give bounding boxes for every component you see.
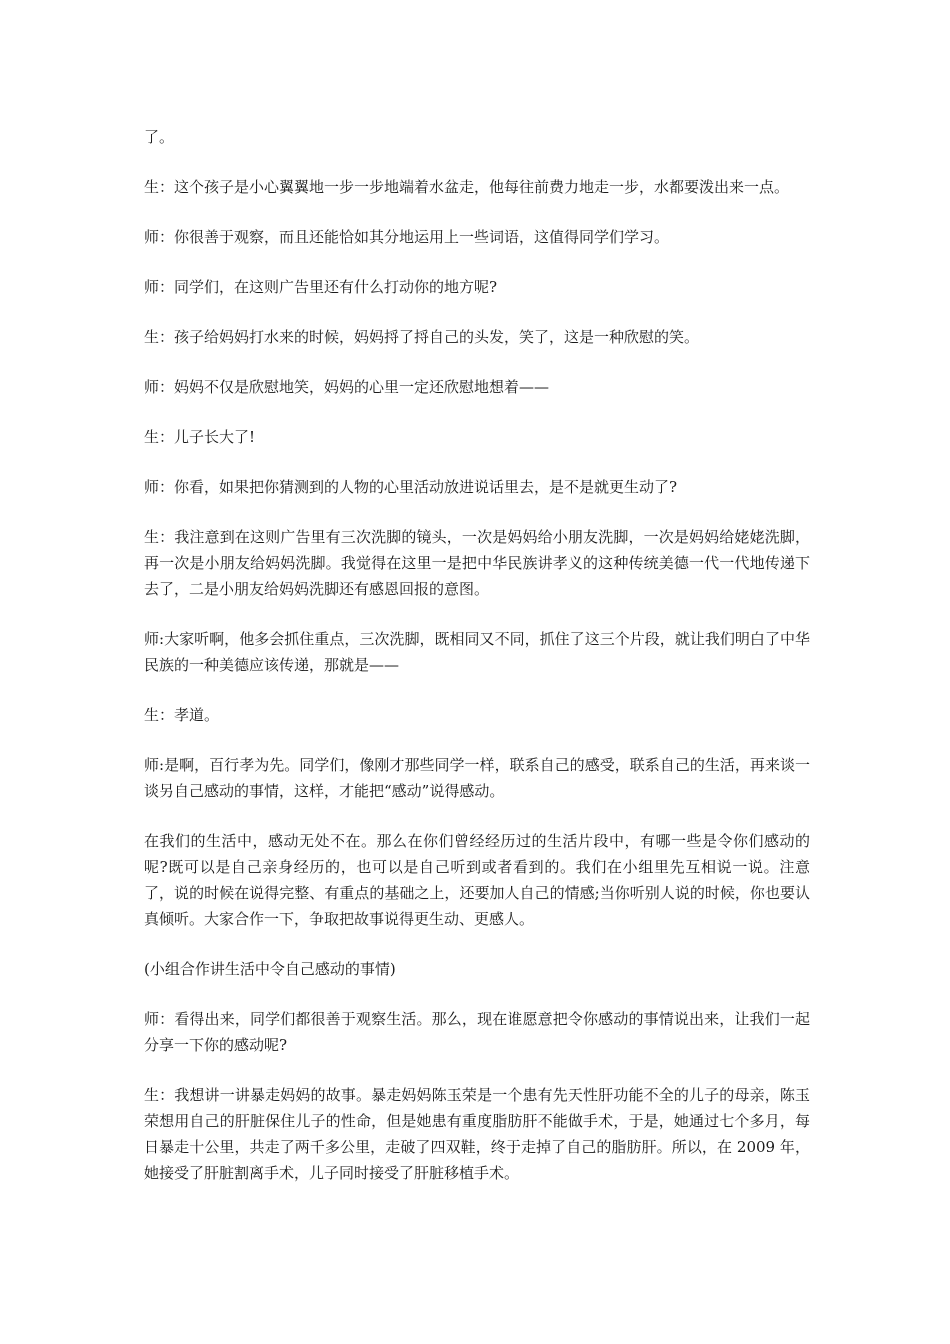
paragraph: 在我们的生活中，感动无处不在。那么在你们曾经经历过的生活片段中，有哪一些是令你们感动的呢?既可以是自己亲身经历的，也可以是自己听到或者看到的。我们在小组里先互相说一说。注意了，说的时候在说得完整、有重点的基础之上，还要加人自己的情感;当你听别人说的时候，你也要认真倾听。大家合作一下，争取把故事说得更生动、更感人。 bbox=[144, 832, 810, 928]
paragraph: (小组合作讲生活中令自己感动的事情) bbox=[144, 960, 396, 978]
paragraph: 师：同学们，在这则广告里还有什么打动你的地方呢? bbox=[144, 278, 498, 296]
paragraph: 师：你很善于观察，而且还能恰如其分地运用上一些词语，这值得同学们学习。 bbox=[144, 228, 670, 246]
paragraph: 生：这个孩子是小心翼翼地一步一步地端着水盆走，他每往前费力地走一步，水都要泼出来一点。 bbox=[144, 178, 790, 196]
paragraph: 生：我注意到在这则广告里有三次洗脚的镜头，一次是妈妈给小朋友洗脚，一次是妈妈给姥姥洗脚，再一次是小朋友给妈妈洗脚。我觉得在这里一是把中华民族讲孝义的这种传统美德一代一代地传递下去了，二是小朋友给妈妈洗脚还有感恩回报的意图。 bbox=[144, 528, 810, 598]
paragraph: 生：我想讲一讲暴走妈妈的故事。暴走妈妈陈玉荣是一个患有先天性肝功能不全的儿子的母亲，陈玉荣想用自己的肝脏保住儿子的性命，但是她患有重度脂肪肝不能做手术，于是，她通过七个多月，每日暴走十公里，共走了两千多公里，走破了四双鞋，终于走掉了自己的脂肪肝。所以，在 2009 年，她接受了肝脏割离手术，儿子同时接受了肝脏移植手术。 bbox=[144, 1086, 810, 1182]
paragraph: 了。 bbox=[144, 128, 175, 146]
document-body bbox=[144, 124, 810, 1210]
paragraph: 师：看得出来，同学们都很善于观察生活。那么，现在谁愿意把令你感动的事情说出来，让我们一起分享一下你的感动呢? bbox=[144, 1010, 810, 1054]
paragraph: 师：你看，如果把你猜测到的人物的心里活动放进说话里去，是不是就更生动了? bbox=[144, 478, 678, 496]
paragraph: 师：妈妈不仅是欣慰地笑，妈妈的心里一定还欣慰地想着—— bbox=[144, 378, 550, 396]
paragraph: 生：儿子长大了! bbox=[144, 428, 256, 446]
paragraph: 师:大家听啊，他多会抓住重点，三次洗脚，既相同又不同，抓住了这三个片段，就让我们明白了中华民族的一种美德应该传递，那就是—— bbox=[144, 630, 810, 674]
paragraph: 生：孩子给妈妈打水来的时候，妈妈捋了捋自己的头发，笑了，这是一种欣慰的笑。 bbox=[144, 328, 700, 346]
paragraph: 生：孝道。 bbox=[144, 706, 220, 724]
paragraph: 师:是啊，百行孝为先。同学们，像刚才那些同学一样，联系自己的感受，联系自己的生活，再来谈一谈另自己感动的事情，这样，才能把“感动”说得感动。 bbox=[144, 756, 810, 800]
